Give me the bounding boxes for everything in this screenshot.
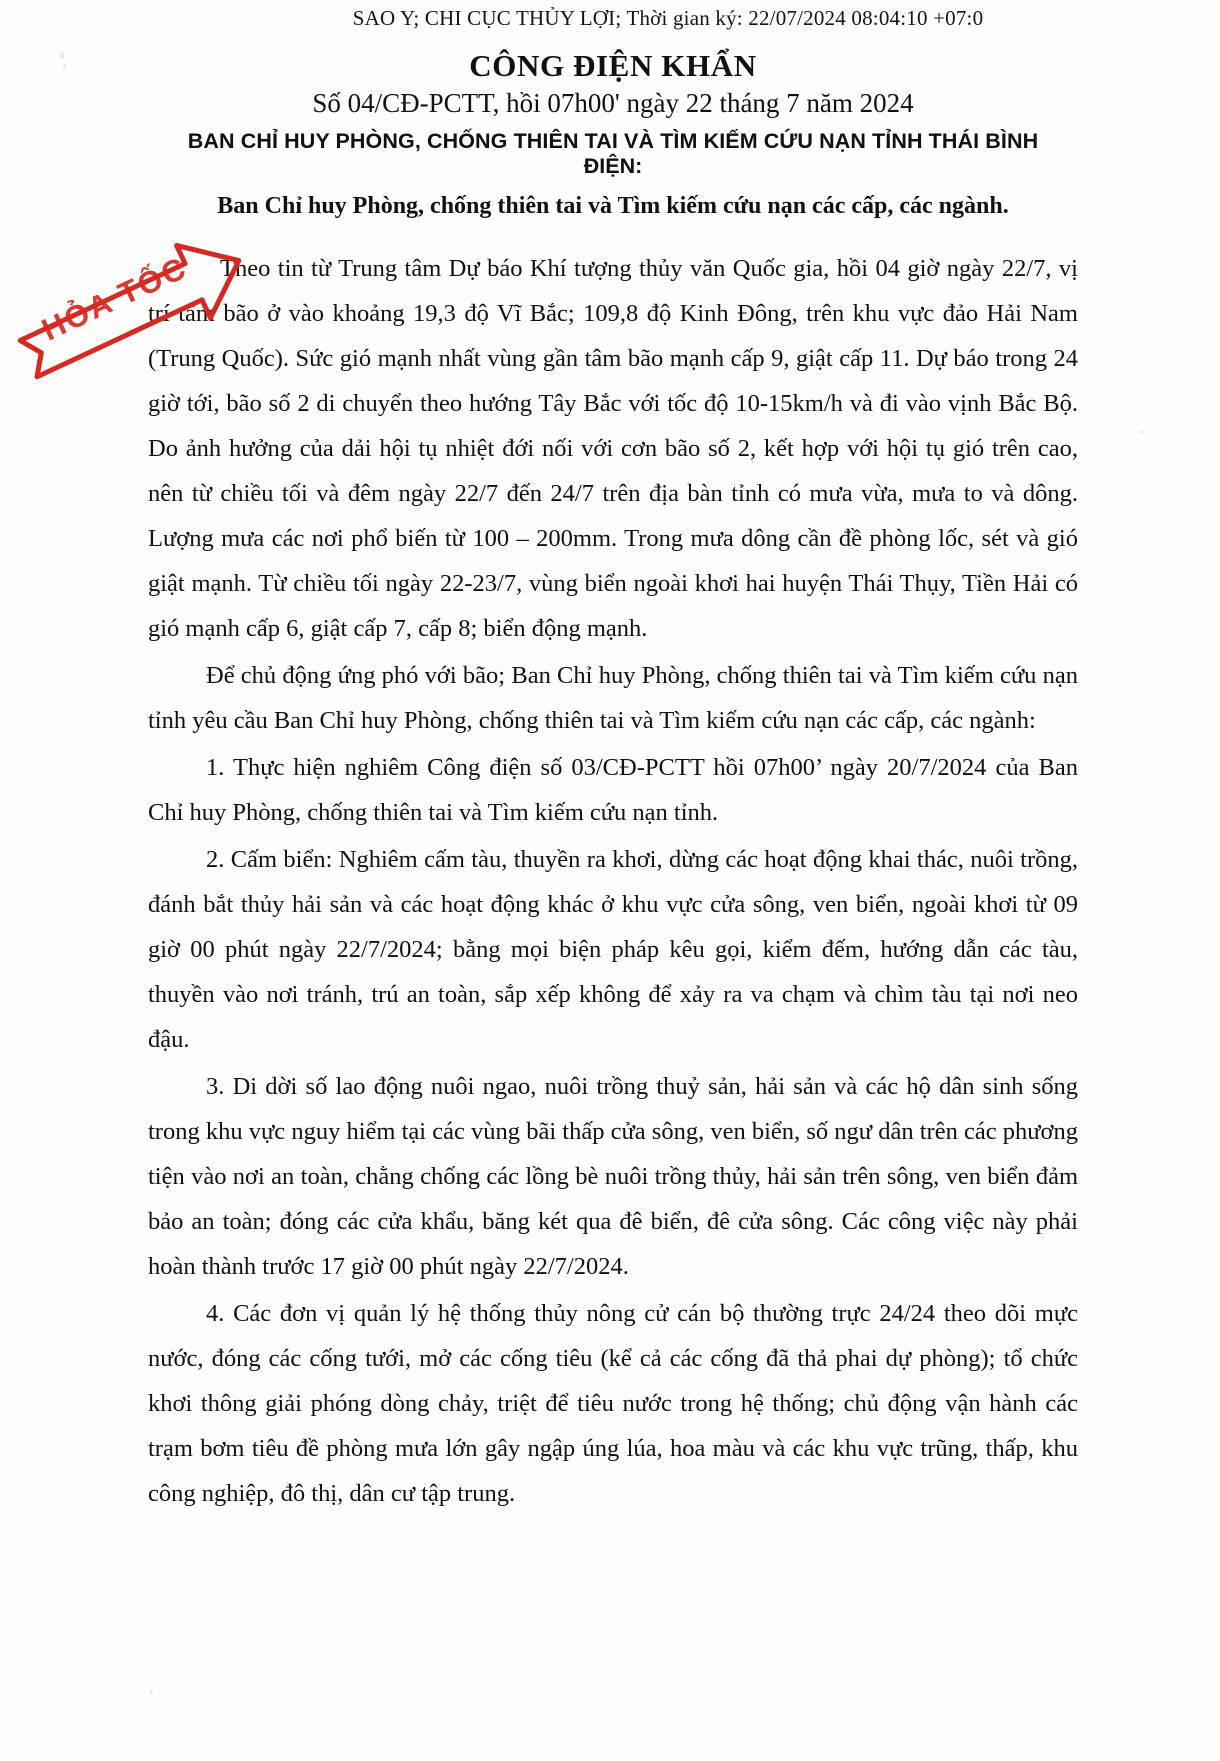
paragraph-2: Để chủ động ứng phó với bão; Ban Chỉ huy Phòng, chống thiên tai và Tìm kiếm cứu nạn tỉnh yêu cầu Ban Chỉ huy Phòng, chống thiên tai và Tìm kiếm cứu nạn các cấp, các ngành: xyxy=(148,662,1078,734)
scan-speck xyxy=(60,52,64,59)
scan-speck xyxy=(150,1690,153,1694)
hoa-toc-label: HỎA TỐC xyxy=(36,249,193,348)
digital-signature-text: SAO Y; CHI CỤC THỦY LỢI; Thời gian ký: 22/07/2024 08:04:10 +07:0 xyxy=(352,6,984,30)
paragraph-1: Theo tin từ Trung tâm Dự báo Khí tượng thủy văn Quốc gia, hồi 04 giờ ngày 22/7, vị trí tâm bão ở vào khoảng 19,3 độ Vĩ Bắc; 109,8 độ Kinh Đông, trên khu vực đảo Hải Nam (Trung Quốc). Sức gió mạnh nhất vùng gần tâm bão mạnh cấp 9, giật cấp 11. Dự báo trong 24 giờ tới, bão số 2 di chuyển theo hướng Tây Bắc với tốc độ 10-15km/h và đi vào vịnh Bắc Bộ. Do ảnh hưởng của dải hội tụ nhiệt đới nối với cơn bão số 2, kết hợp với hội tụ gió trên cao, nên từ chiều tối và đêm ngày 22/7 đến 24/7 trên địa bàn tỉnh có mưa vừa, mưa to và dông. Lượng mưa các nơi phổ biến từ 100 – 200mm. Trong mưa dông cần đề phòng lốc, sét và gió giật mạnh. Từ chiều tối ngày 22-23/7, vùng biển ngoài khơi hai huyện Thái Thụy, Tiền Hải có gió mạnh cấp 6, giật cấp 7, cấp 8; biển động mạnh. xyxy=(148,255,1078,642)
issuing-organization: BAN CHỈ HUY PHÒNG, CHỐNG THIÊN TAI VÀ TÌM KIẾM CỨU NẠN TỈNH THÁI BÌNH xyxy=(187,129,1039,153)
paragraph-item-3: 3. Di dời số lao động nuôi ngao, nuôi trồng thuỷ sản, hải sản và các hộ dân sinh sống trong khu vực nguy hiểm tại các vùng bãi thấp cửa sông, ven biển, số ngư dân trên các phương tiện vào nơi an toàn, chằng chống các lồng bè nuôi trồng thủy, hải sản trên sông, ven biển đảm bảo an toàn; đóng các cửa khẩu, băng két qua đê biển, đê cửa sông. Các công việc này phải hoàn thành trước 17 giờ 00 phút ngày 22/7/2024. xyxy=(148,1073,1078,1280)
paragraph-item-1: 1. Thực hiện nghiêm Công điện số 03/CĐ-PCTT hồi 07h00’ ngày 20/7/2024 của Ban Chỉ huy Phòng, chống thiên tai và Tìm kiếm cứu nạn tỉnh. xyxy=(148,754,1078,826)
recipient-line: Ban Chỉ huy Phòng, chống thiên tai và Tìm kiếm cứu nạn các cấp, các ngành. xyxy=(217,193,1009,219)
digital-signature-banner xyxy=(0,6,1220,31)
page-title: CÔNG ĐIỆN KHẨN xyxy=(469,48,757,83)
scan-speck xyxy=(1140,430,1143,434)
document-content xyxy=(148,48,1078,1518)
scan-speck xyxy=(63,64,66,69)
document-number-line: Số 04/CĐ-PCTT, hồi 07h00' ngày 22 tháng 7 năm 2024 xyxy=(312,88,914,118)
dien-label: ĐIỆN: xyxy=(583,154,643,178)
paragraph-item-2: 2. Cấm biển: Nghiêm cấm tàu, thuyền ra khơi, dừng các hoạt động khai thác, nuôi trồng, đánh bắt thủy hải sản và các hoạt động khác ở khu vực cửa sông, ven biển, ngoài khơi từ 09 giờ 00 phút ngày 22/7/2024; bằng mọi biện pháp kêu gọi, kiểm đếm, hướng dẫn các tàu, thuyền vào nơi tránh, trú an toàn, sắp xếp không để xảy ra va chạm và chìm tàu tại nơi neo đậu. xyxy=(148,846,1078,1053)
paragraph-item-4: 4. Các đơn vị quản lý hệ thống thủy nông cử cán bộ thường trực 24/24 theo dõi mực nước, đóng các cống tưới, mở các cống tiêu (kể cả các cống đã thả phai dự phòng); tổ chức khơi thông giải phóng dòng chảy, triệt để tiêu nước trong hệ thống; chủ động vận hành các trạm bơm tiêu đề phòng mưa lớn gây ngập úng lúa, hoa màu và các khu vực trũng, thấp, khu công nghiệp, đô thị, dân cư tập trung. xyxy=(148,1300,1078,1507)
